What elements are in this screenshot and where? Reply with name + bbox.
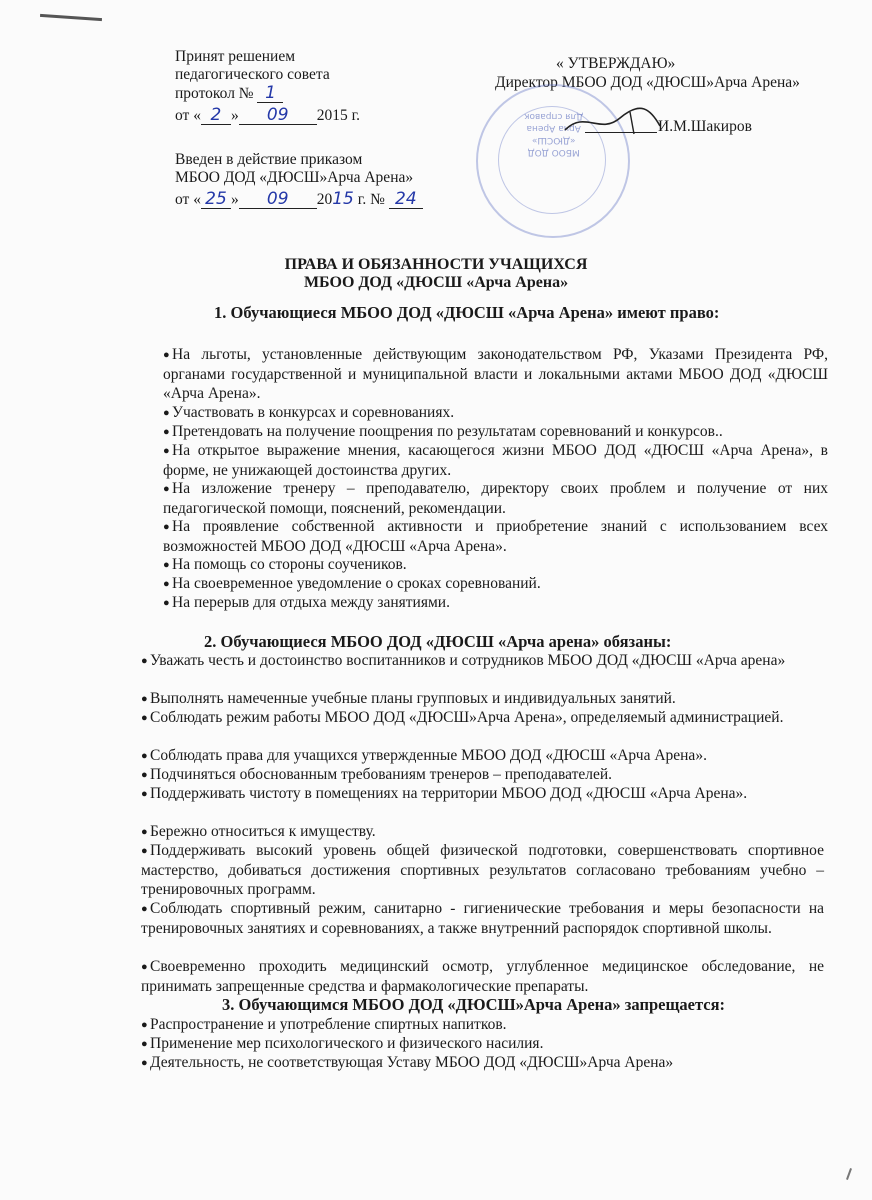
list-item: ● Участвовать в конкурсах и соревнованиях. — [163, 404, 455, 421]
list-item: ● Подчиняться обоснованным требованиям тренеров – преподавателей. — [141, 766, 613, 783]
stamp-text: МБОО ДОД «ДЮСШ» Арча Арена Для справок — [524, 111, 584, 157]
list-item: ● Бережно относиться к имуществу. — [141, 823, 376, 840]
list-item: ● На перерыв для отдыха между занятиями. — [163, 594, 450, 611]
doc-title-line-2: МБОО ДОД «ДЮСШ «Арча Арена» — [303, 274, 569, 291]
order-date: от « 25 » 09 2015 г. № 24 — [175, 190, 423, 209]
scan-mark — [846, 1168, 852, 1180]
scan-mark — [40, 14, 102, 21]
list-item: ● Своевременно проходить медицинский осмотр, углубленное медицинское обследование, не принимать запрещенные средства и фармакологические препараты. — [141, 958, 824, 995]
signature-line — [585, 132, 657, 133]
list-item: ● Соблюдать права для учащихся утвержденные МБОО ДОД «ДЮСШ «Арча Арена». — [141, 747, 707, 764]
section-1-heading: 1. Обучающиеся МБОО ДОД «ДЮСШ «Арча Арена» имеют право: — [214, 303, 720, 322]
protocol-line: протокол № 1 — [175, 84, 283, 103]
list-item: ● Соблюдать режим работы МБОО ДОД «ДЮСШ»Арча Арена», определяемый администрацией. — [141, 709, 784, 726]
order-number: 24 — [389, 190, 423, 209]
list-item: ● На помощь со стороны соучеников. — [163, 556, 407, 573]
doc-title-line-1: ПРАВА И ОБЯЗАННОСТИ УЧАЩИХСЯ — [284, 256, 588, 273]
list-item: ● Соблюдать спортивный режим, санитарно - гигиенические требования и меры безопасности на тренировочных занятиях и соревнованиях, а также внутренний распорядок спортивной школы. — [141, 900, 824, 937]
list-item: ● Распространение и употребление спиртных напитков. — [141, 1016, 507, 1033]
list-item: ● Уважать честь и достоинство воспитанников и сотрудников МБОО ДОД «ДЮСШ «Арча арена» — [141, 652, 786, 669]
protocol-date: от « 2 » 09 2015 г. — [175, 105, 361, 125]
list-item: ● Применение мер психологического и физического насилия. — [141, 1035, 544, 1052]
list-item: ● На открытое выражение мнения, касающегося жизни МБОО ДОД «ДЮСШ «Арча Арена», в форме, не унижающей достоинства других. — [163, 442, 828, 479]
date-month: 09 — [239, 106, 317, 125]
approve-label: « УТВЕРЖДАЮ» — [556, 55, 676, 72]
list-item: ● Претендовать на получение поощрения по результатам соревнований и конкурсов.. — [163, 423, 723, 440]
director-name: И.М.Шакиров — [658, 118, 752, 135]
approved-line-2: педагогического совета — [175, 66, 330, 83]
order-year-suffix: 15 — [332, 189, 354, 209]
list-item: ● Поддерживать высокий уровень общей физической подготовки, совершенствовать спортивное мастерство, добиваться достижения спортивных результатов согласовано требованиям учебно – тренировочных программ. — [141, 842, 824, 898]
order-month: 09 — [239, 190, 317, 209]
list-item: ● Деятельность, не соответствующая Уставу МБОО ДОД «ДЮСШ»Арча Арена» — [141, 1054, 674, 1071]
list-item: ● На изложение тренеру – преподавателю, директору своих проблем и получение от них педагогической помощи, пояснений, рекомендации. — [163, 480, 828, 517]
approved-line-1: Принят решением — [175, 48, 296, 65]
list-item: ● На проявление собственной активности и приобретение знаний с использованием всех возможностей МБОО ДОД «ДЮСШ «Арча Арена». — [163, 518, 828, 555]
list-item: ● На льготы, установленные действующим законодательством РФ, Указами Президента РФ, органами государственной и муниципальной власти и локальными актами МБОО ДОД «ДЮСШ «Арча Арена». — [163, 346, 828, 402]
order-day: 25 — [201, 190, 231, 209]
date-day: 2 — [201, 106, 231, 125]
order-line-1: Введен в действие приказом — [175, 151, 363, 168]
section-3-heading: 3. Обучающимся МБОО ДОД «ДЮСШ»Арча Арена» запрещается: — [222, 995, 726, 1014]
list-item: ● Поддерживать чистоту в помещениях на территории МБОО ДОД «ДЮСШ «Арча Арена». — [141, 785, 748, 802]
order-line-2: МБОО ДОД «ДЮСШ»Арча Арена» — [175, 169, 414, 186]
protocol-number: 1 — [257, 84, 283, 103]
director-line: Директор МБОО ДОД «ДЮСШ»Арча Арена» — [495, 74, 800, 91]
section-2-heading: 2. Обучающиеся МБОО ДОД «ДЮСШ «Арча арена» обязаны: — [204, 632, 672, 651]
list-item: ● На своевременное уведомление о сроках соревнований. — [163, 575, 541, 592]
list-item: ● Выполнять намеченные учебные планы групповых и индивидуальных занятий. — [141, 690, 676, 707]
